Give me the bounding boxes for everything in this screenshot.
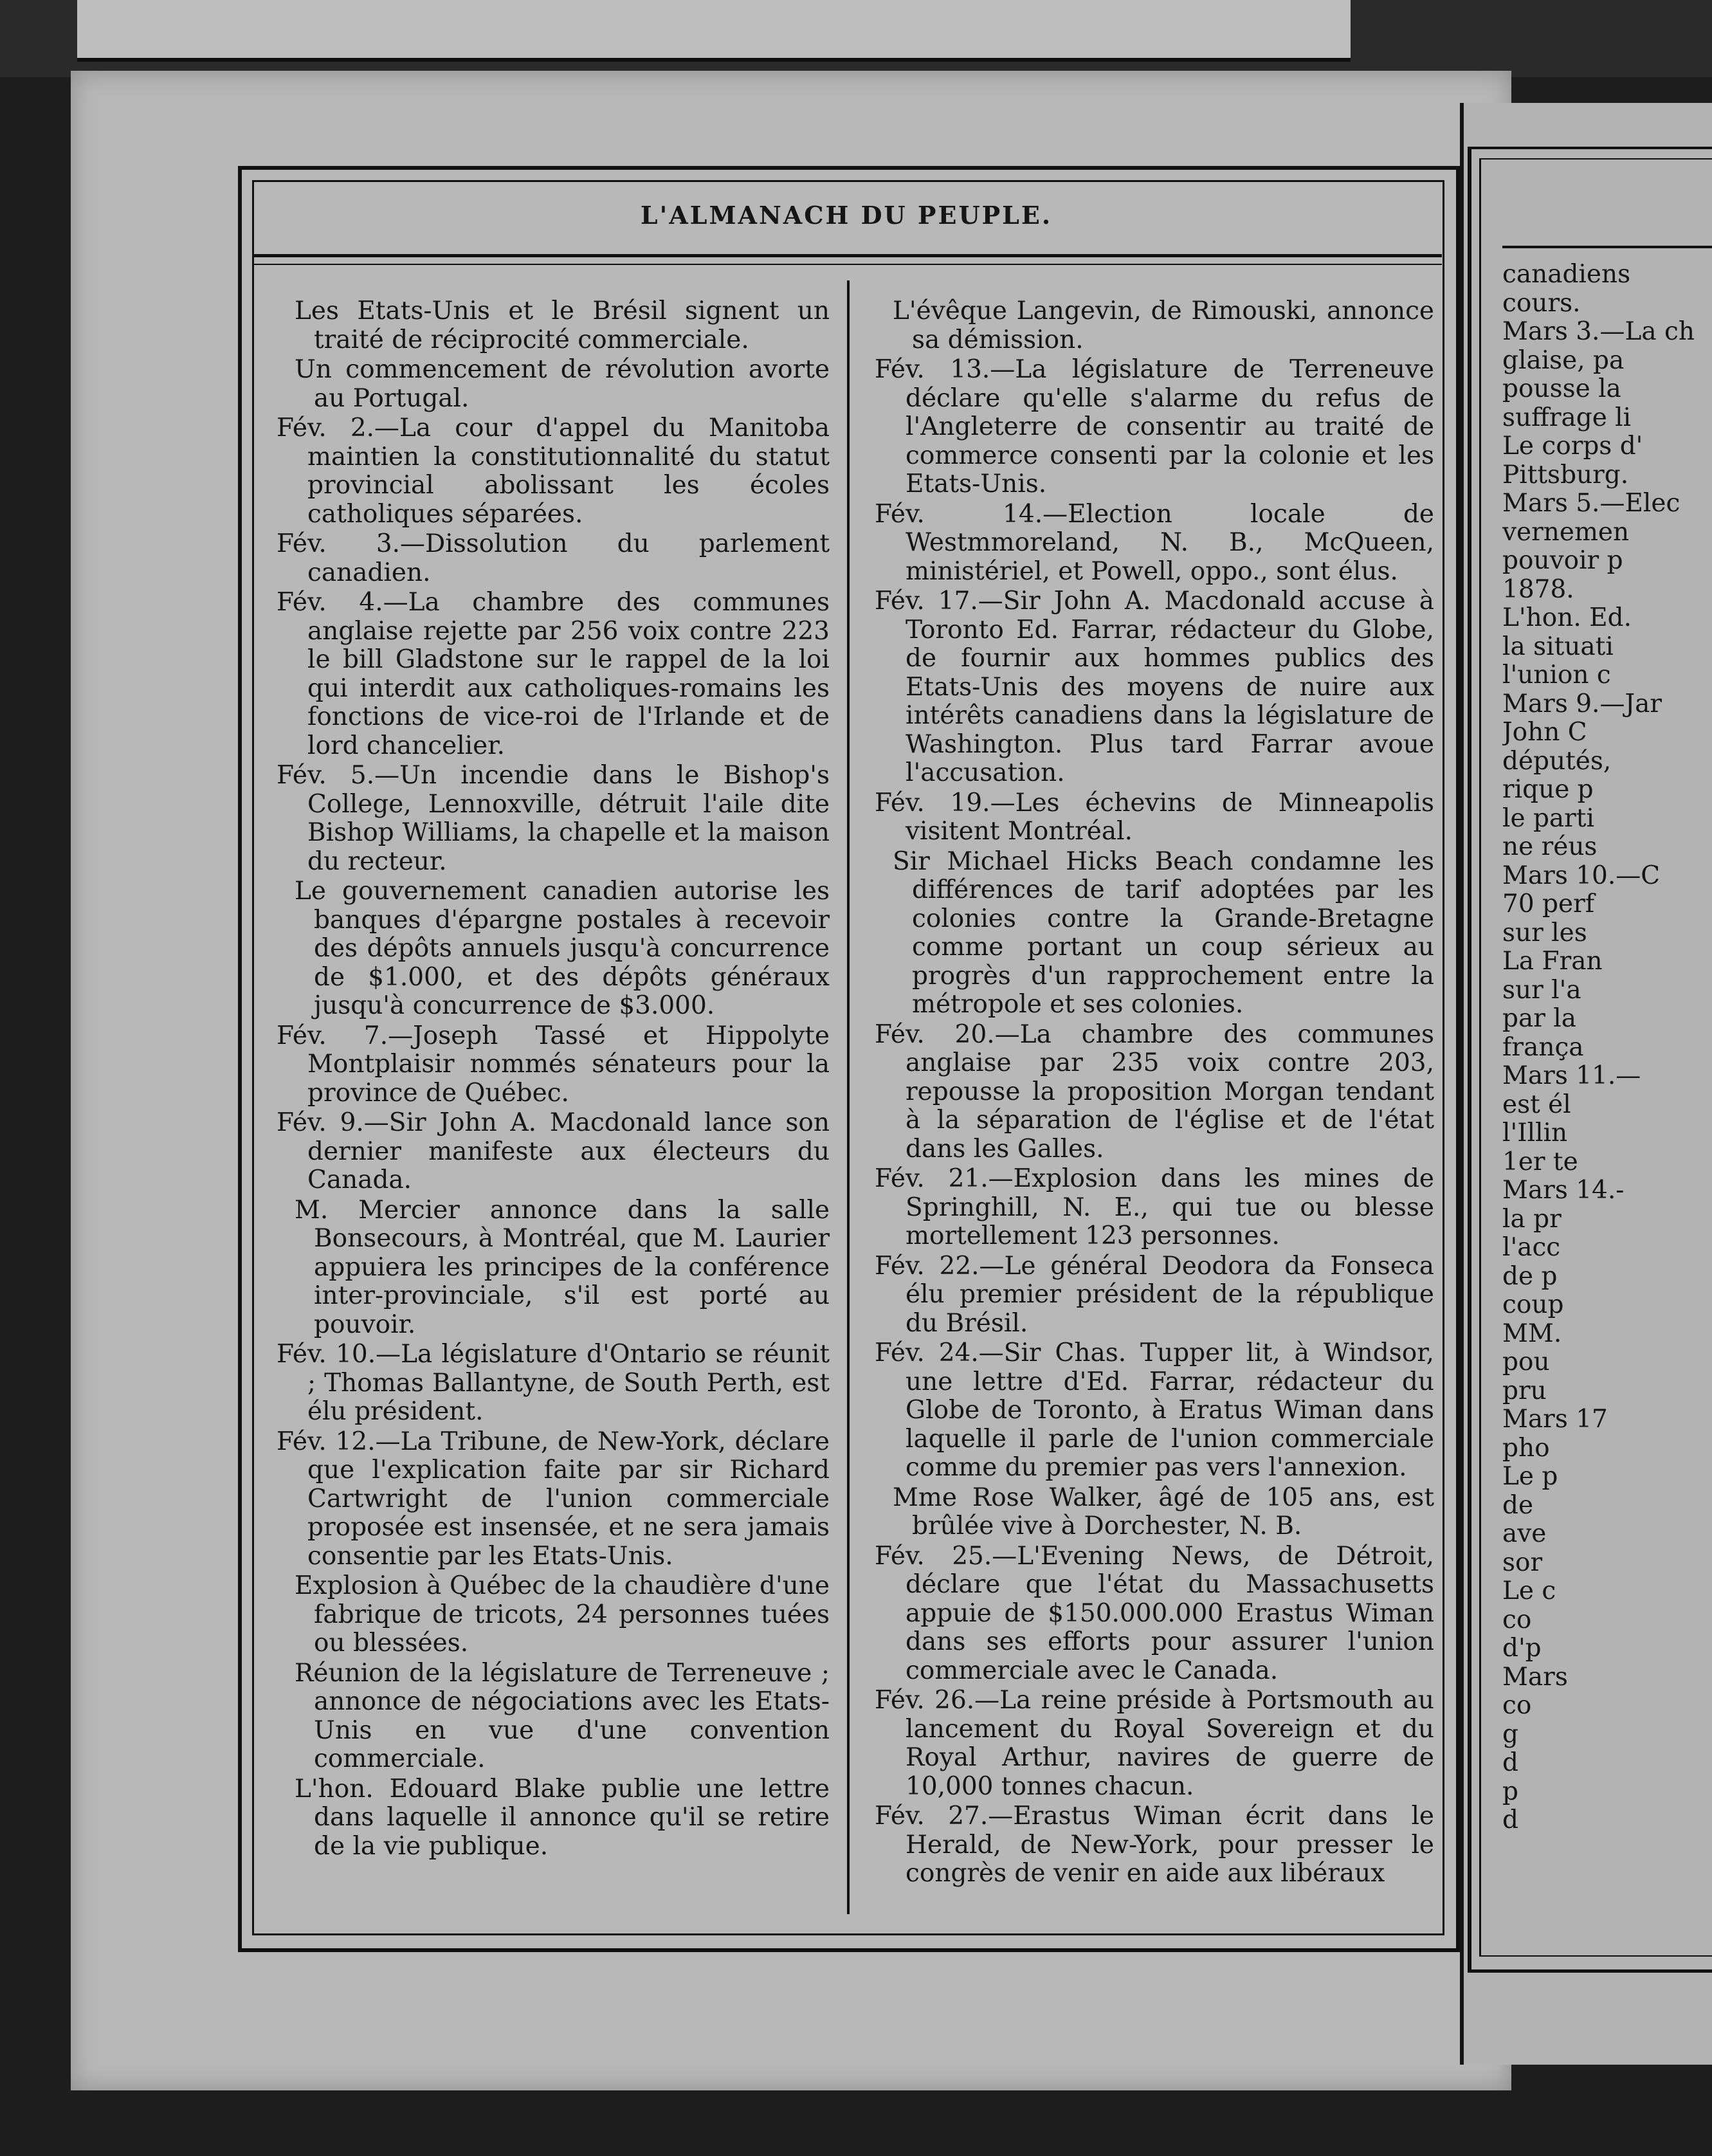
running-title: L'ALMANACH DU PEUPLE. xyxy=(640,201,1053,230)
adjacent-page-line: ne réus xyxy=(1502,832,1598,861)
adjacent-page-line: Mars 14.- xyxy=(1502,1176,1625,1205)
chronicle-entry: Le gouvernement canadien autorise les banques d'épargne postales à recevoir des dépôts annuels jusqu'à concurrence de $1.000, et des dépôts généraux jusqu'à concurrence de $3.000. xyxy=(295,877,830,1020)
adjacent-page-line: pho xyxy=(1502,1433,1550,1463)
chronicle-entry: Explosion à Québec de la chaudière d'une fabrique de tricots, 24 personnes tuées ou blessées. xyxy=(295,1571,830,1658)
adjacent-page-line: Mars 5.—Elec xyxy=(1502,489,1680,518)
adjacent-page-line: canadiens xyxy=(1502,260,1631,289)
adjacent-page-line: Mars xyxy=(1502,1662,1568,1692)
right-column xyxy=(875,297,1434,1890)
previous-page-edge xyxy=(77,0,1351,62)
chronicle-entry: Fév. 13.—La législature de Terreneuve déclare qu'elle s'alarme du refus de l'Angleterre de consentir au traité de commerce consenti par la colonie et les Etats-Unis. xyxy=(875,355,1434,498)
chronicle-entry: Fév. 22.—Le général Deodora da Fonseca élu premier président de la république du Brésil. xyxy=(875,1251,1434,1338)
header-rule-thick xyxy=(252,254,1442,257)
adjacent-page-line: Mars 3.—La ch xyxy=(1502,317,1695,346)
chronicle-entry: Fév. 26.—La reine préside à Portsmouth au lancement du Royal Sovereign et du Royal Arthur, navires de guerre de 10,000 tonnes chacun. xyxy=(875,1686,1434,1801)
header-rule-thin xyxy=(252,264,1442,265)
adjacent-page-line: la situati xyxy=(1502,632,1614,661)
chronicle-entry: Fév. 5.—Un incendie dans le Bishop's College, Lennoxville, détruit l'aile dite Bishop Williams, la chapelle et la maison du recteur. xyxy=(277,761,830,876)
chronicle-entry: Fév. 20.—La chambre des communes anglaise par 235 voix contre 203, repousse la proposition Morgan tendant à la séparation de l'église et de l'état dans les Galles. xyxy=(875,1019,1434,1164)
adjacent-page-line: le parti xyxy=(1502,803,1594,833)
adjacent-page-line: ave xyxy=(1502,1519,1547,1548)
adjacent-page-line: Le corps d' xyxy=(1502,432,1643,461)
adjacent-page-line: rique p xyxy=(1502,775,1594,804)
adjacent-page-line: coup xyxy=(1502,1290,1564,1319)
chronicle-entry: Fév. 24.—Sir Chas. Tupper lit, à Windsor, une lettre d'Ed. Farrar, rédacteur du Globe de Toronto, à Eratus Wiman dans laquelle il parle de l'union commerciale comme du premier pas vers l'annexion. xyxy=(875,1338,1434,1482)
adjacent-page-line: 70 perf xyxy=(1502,890,1595,918)
adjacent-page-line: de p xyxy=(1502,1261,1558,1291)
adjacent-page-line: Mars 11.— xyxy=(1502,1061,1641,1090)
adjacent-page-line: co xyxy=(1502,1605,1532,1634)
adjacent-page-line: l'acc xyxy=(1502,1233,1561,1262)
adjacent-page-line: d xyxy=(1502,1805,1518,1834)
chronicle-entry: Fév. 4.—La chambre des communes anglaise rejette par 256 voix contre 223 le bill Gladstone sur le rappel de la loi qui interdit aux catholiques-romains les fonctions de vice-roi de l'Irlande et de lord chancelier. xyxy=(277,588,830,760)
adjacent-page-line: MM. xyxy=(1502,1319,1562,1348)
chronicle-entry: Fév. 9.—Sir John A. Macdonald lance son dernier manifeste aux électeurs du Canada. xyxy=(277,1108,830,1194)
adjacent-page-line: suffrage li xyxy=(1502,403,1632,432)
chronicle-entry: Fév. 25.—L'Evening News, de Détroit, déclare que l'état du Massachusetts appuie de $150.000.000 Erastus Wiman dans ses efforts pour assurer l'union commerciale avec le Canada. xyxy=(875,1541,1434,1685)
chronicle-entry: Fév. 27.—Erastus Wiman écrit dans le Herald, de New-York, pour presser le congrès de venir en aide aux libéraux xyxy=(875,1802,1434,1888)
adjacent-page-line: frança xyxy=(1502,1032,1584,1062)
adjacent-page-line: sur l'a xyxy=(1502,975,1581,1005)
chronicle-entry: Fév. 17.—Sir John A. Macdonald accuse à Toronto Ed. Farrar, rédacteur du Globe, de fournir aux hommes publics des Etats-Unis des moyens de nuire aux intérêts canadiens dans la législature de Washington. Plus tard Farrar avoue l'accusation. xyxy=(875,587,1434,787)
adjacent-page-line: g xyxy=(1502,1719,1518,1749)
adjacent-page-line: l'Illin xyxy=(1502,1119,1568,1147)
adjacent-page-line: Mars 9.—Jar xyxy=(1502,689,1662,718)
chronicle-entry: L'évêque Langevin, de Rimouski, annonce sa démission. xyxy=(893,297,1434,354)
chronicle-entry: Réunion de la législature de Terreneuve ; annonce de négociations avec les Etats-Unis en vue d'une convention commerciale. xyxy=(295,1658,830,1773)
adjacent-page-line: l'union c xyxy=(1502,661,1611,690)
adjacent-page-line: pouvoir p xyxy=(1502,546,1623,575)
column-divider xyxy=(847,280,850,1914)
adjacent-page-line: Le c xyxy=(1502,1576,1556,1605)
adjacent-page-column xyxy=(1502,260,1712,1835)
chronicle-entry: Fév. 7.—Joseph Tassé et Hippolyte Montplaisir nommés sénateurs pour la province de Québec. xyxy=(277,1021,830,1108)
adjacent-page-line: p xyxy=(1502,1777,1518,1806)
adjacent-page-line: sor xyxy=(1502,1548,1543,1577)
chronicle-entry: Fév. 19.—Les échevins de Minneapolis visitent Montréal. xyxy=(875,788,1434,846)
chronicle-entry: Fév. 2.—La cour d'appel du Manitoba maintien la constitutionnalité du statut provincial abolissant les écoles catholiques séparées. xyxy=(277,414,830,529)
chronicle-entry: Fév. 14.—Election locale de Westmmoreland, N. B., McQueen, ministériel, et Powell, oppo., sont élus. xyxy=(875,499,1434,586)
adjacent-page-line: Pittsburg. xyxy=(1502,460,1629,489)
adjacent-page-line: sur les xyxy=(1502,918,1587,947)
adjacent-page-line: est él xyxy=(1502,1090,1571,1119)
adjacent-page-line: Le p xyxy=(1502,1462,1558,1491)
adjacent-page-line: co xyxy=(1502,1691,1532,1720)
chronicle-entry: Fév. 3.—Dissolution du parlement canadien. xyxy=(277,529,830,587)
adjacent-page-line: glaise, pa xyxy=(1502,345,1625,375)
adjacent-page-line: députés, xyxy=(1502,746,1612,776)
adjacent-page-line: la pr xyxy=(1502,1204,1562,1234)
adjacent-page-line: 1er te xyxy=(1502,1147,1578,1176)
adjacent-page-header-rule xyxy=(1502,246,1712,248)
adjacent-page-line: L'hon. Ed. xyxy=(1502,603,1632,632)
chronicle-entry: Les Etats-Unis et le Brésil signent un traité de réciprocité commerciale. xyxy=(295,297,830,354)
chronicle-entry: Fév. 10.—La législature d'Ontario se réunit ; Thomas Ballantyne, de South Perth, est élu président. xyxy=(277,1340,830,1426)
adjacent-page-line: d xyxy=(1502,1748,1518,1777)
adjacent-page-line: La Fran xyxy=(1502,947,1603,976)
adjacent-page-line: pou xyxy=(1502,1348,1550,1376)
adjacent-page-line: d'p xyxy=(1502,1634,1542,1663)
adjacent-page-line: Mars 10.—C xyxy=(1502,861,1661,890)
chronicle-entry: Un commencement de révolution avorte au Portugal. xyxy=(295,355,830,413)
left-column xyxy=(277,297,830,1862)
chronicle-entry: Fév. 21.—Explosion dans les mines de Springhill, N. E., qui tue ou blesse mortellement 123 personnes. xyxy=(875,1164,1434,1250)
adjacent-page-line: pru xyxy=(1502,1376,1547,1405)
adjacent-page-line: cours. xyxy=(1502,288,1581,318)
adjacent-page-line: Mars 17 xyxy=(1502,1405,1608,1434)
chronicle-entry: M. Mercier annonce dans la salle Bonsecours, à Montréal, que M. Laurier appuiera les principes de la conférence inter-provinciale, s'il est porté au pouvoir. xyxy=(295,1195,830,1339)
chronicle-entry: Mme Rose Walker, âgé de 105 ans, est brûlée vive à Dorchester, N. B. xyxy=(893,1483,1434,1540)
chronicle-entry: L'hon. Edouard Blake publie une lettre dans laquelle il annonce qu'il se retire de la vie publique. xyxy=(295,1774,830,1861)
adjacent-page-line: de xyxy=(1502,1490,1534,1520)
adjacent-page-line: 1878. xyxy=(1502,574,1574,604)
adjacent-page-line: pousse la xyxy=(1502,374,1621,403)
chronicle-entry: Fév. 12.—La Tribune, de New-York, déclare que l'explication faite par sir Richard Cartwright de l'union commerciale proposée est insensée, et ne sera jamais consentie par les Etats-Unis. xyxy=(277,1427,830,1571)
adjacent-page-line: par la xyxy=(1502,1004,1576,1033)
adjacent-page-line: John C xyxy=(1502,718,1587,747)
chronicle-entry: Sir Michael Hicks Beach condamne les différences de tarif adoptées par les colonies contre la Grande-Bretagne comme portant un coup sérieux au progrès d'un rapprochement entre la métropole et ses colonies. xyxy=(893,846,1434,1019)
adjacent-page-line: vernemen xyxy=(1502,517,1630,547)
